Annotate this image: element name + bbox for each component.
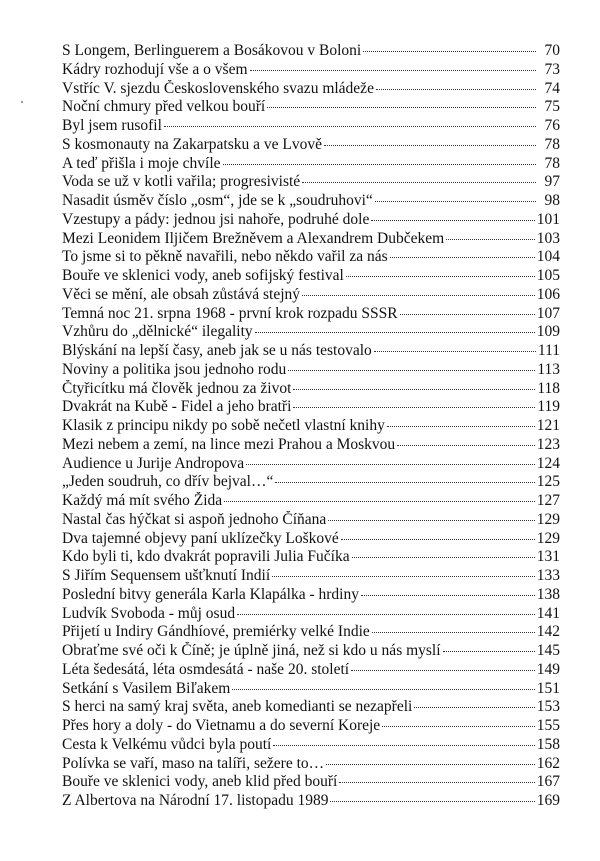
toc-entry-page: 109 [536, 323, 560, 341]
toc-entry-title: S Jiřím Sequensem ušťknutí Indií [62, 567, 271, 584]
dot-leader [293, 389, 535, 390]
toc-entry-title: Noviny a politika jsou jednoho rodu [62, 360, 287, 378]
toc-entry [62, 380, 560, 399]
dot-leader [293, 407, 535, 408]
dot-leader [400, 314, 535, 315]
toc-entry [62, 286, 560, 305]
toc-entry [62, 792, 560, 811]
toc-entry [62, 230, 560, 249]
toc-entry-title: Věci se mění, ale obsah zůstává stejný [62, 285, 301, 303]
dot-leader [361, 595, 535, 596]
toc-entry [62, 698, 560, 717]
dot-leader [326, 764, 535, 765]
dot-leader [288, 370, 535, 371]
toc-entry [62, 661, 560, 680]
toc-entry-page: 97 [544, 173, 560, 191]
toc-entry-title: Kdo byli ti, kdo dvakrát popravili Julia Fučíka [62, 548, 350, 566]
toc-entry-title: A teď přišla i moje chvíle [62, 154, 221, 172]
toc-entry [62, 323, 560, 342]
dot-leader [375, 201, 536, 202]
toc-entry [62, 605, 560, 624]
toc-entry-page: 127 [536, 492, 560, 509]
dot-leader [387, 426, 535, 427]
toc-entry [62, 511, 560, 530]
toc-entry-title: Klasik z principu nikdy po sobě nečetl vlastní knihy [62, 417, 385, 434]
toc-entry-page: 101 [536, 210, 560, 228]
dot-leader [223, 164, 536, 165]
toc-entry-title: Mezi nebem a zemí, na lince mezi Prahou a Moskvou [62, 435, 396, 453]
toc-entry-page: 131 [536, 548, 560, 566]
toc-entry-page: 155 [536, 717, 560, 734]
dot-leader [414, 707, 534, 708]
toc-entry-title: S kosmonauty na Zakarpatsku a ve Lvově [62, 135, 322, 153]
toc-entry-title: Dvakrát na Kubě - Fidel a jeho bratři [62, 398, 292, 416]
toc-entry-title: Ludvík Svoboda - můj osud [62, 604, 236, 622]
dot-leader [374, 351, 536, 352]
toc-entry [62, 473, 560, 492]
toc-entry-page: 142 [536, 623, 560, 641]
toc-entry-page: 111 [537, 342, 560, 359]
toc-entry-page: 124 [536, 454, 560, 472]
toc-entry-title: Dva tajemné objevy paní uklízečky Loškové [62, 529, 339, 547]
toc-entry [62, 680, 560, 699]
toc-entry-title: Temná noc 21. srpna 1968 - první krok rozpadu SSSR [62, 304, 398, 322]
toc-entry [62, 530, 560, 549]
toc-entry [62, 755, 560, 774]
toc-entry-page: 125 [536, 473, 560, 491]
toc-entry-title: Noční chmury před velkou bouří [62, 98, 266, 116]
toc-entry-page: 119 [537, 398, 560, 416]
toc-entry [62, 248, 560, 267]
toc-entry [62, 155, 560, 174]
toc-entry-title: Blýskání na lepší časy, aneb jak se u nás testovalo [62, 342, 372, 359]
toc-entry-title: Byl jsem rusofil [62, 117, 162, 134]
toc-entry-page: 153 [536, 698, 560, 716]
toc-entry-title: Bouře ve sklenici vody, aneb klid před bouří [62, 773, 338, 791]
dot-leader [371, 220, 534, 221]
dot-leader [275, 482, 534, 483]
dot-leader [341, 539, 535, 540]
toc-entry-title: Léta šedesátá, léta osmdesátá - naše 20. století [62, 660, 350, 678]
toc-entry-page: 129 [536, 529, 560, 547]
toc-entry-page: 104 [536, 248, 560, 266]
scan-speck [21, 101, 23, 103]
toc-entry [62, 192, 560, 211]
toc-entry [62, 436, 560, 455]
toc-entry-page: 78 [544, 135, 560, 153]
toc-entry [62, 136, 560, 155]
toc-entry [62, 80, 560, 99]
toc-entry-title: Nasadit úsměv číslo „osm“, jde se k „soudruhovi“ [62, 192, 373, 209]
toc-entry [62, 98, 560, 117]
toc-entry-title: Nastal čas hýčkat si aspoň jednoho Číňana [62, 510, 327, 528]
dot-leader [330, 801, 534, 802]
toc-entry [62, 642, 560, 661]
toc-entry-title: S Longem, Berlinguerem a Bosákovou v Boloni [62, 42, 362, 59]
dot-leader [302, 295, 535, 296]
toc-entry-page: 73 [544, 60, 560, 78]
toc-entry-title: To jsme si to pěkně navařili, nebo někdo vařil za nás [62, 248, 388, 266]
toc-entry-title: Kádry rozhodují vše a o všem [62, 60, 248, 78]
toc-entry-page: 105 [536, 267, 560, 284]
toc-entry-page: 107 [536, 304, 560, 322]
dot-leader [232, 689, 534, 690]
dot-leader [382, 726, 535, 727]
toc-entry [62, 267, 560, 286]
toc-entry-page: 106 [536, 285, 560, 303]
toc-entry-title: S herci na samý kraj světa, aneb komedianti se nezapřeli [62, 698, 413, 716]
toc-entry-title: Bouře ve sklenici vody, aneb sofijský festival [62, 267, 344, 284]
dot-leader [339, 782, 534, 783]
toc-entry-page: 169 [536, 792, 560, 809]
dot-leader [237, 614, 535, 615]
toc-entry-page: 158 [536, 735, 560, 753]
dot-leader [376, 89, 536, 90]
toc-entry [62, 305, 560, 324]
toc-entry [62, 211, 560, 230]
toc-entry-title: Vzestupy a pády: jednou jsi nahoře, podruhé dole [62, 210, 370, 228]
toc-entry [62, 398, 560, 417]
toc-entry [62, 342, 560, 361]
toc-entry-page: 151 [536, 679, 560, 697]
toc-entry-page: 145 [536, 642, 560, 659]
toc-entry-title: Obraťme své oči k Číně; je úplně jiná, než si kdo u nás myslí [62, 642, 441, 659]
toc-entry-page: 141 [536, 604, 560, 622]
toc-entry-page: 129 [536, 510, 560, 528]
dot-leader [446, 239, 535, 240]
toc-entry [62, 117, 560, 136]
dot-leader [390, 257, 535, 258]
dot-leader [443, 651, 535, 652]
dot-leader [351, 670, 535, 671]
dot-leader [272, 576, 535, 577]
dot-leader [328, 520, 534, 521]
toc-entry-page: 74 [544, 79, 560, 97]
toc-entry [62, 586, 560, 605]
toc-entry-title: Přijetí u Indiry Gándhíové, premiérky velké Indie [62, 623, 370, 641]
toc-entry-page: 98 [544, 192, 560, 209]
toc-entry-title: Čtyřicítku má člověk jednou za život [62, 379, 292, 397]
toc-entry [62, 567, 560, 586]
dot-leader [246, 464, 535, 465]
toc-entry-title: Setkání s Vasilem Biľakem [62, 679, 231, 697]
toc-entry-page: 123 [536, 435, 560, 453]
dot-leader [255, 332, 535, 333]
toc-entry-page: 75 [544, 98, 560, 116]
dot-leader [267, 107, 536, 108]
table-of-contents [62, 42, 560, 811]
toc-entry-page: 149 [536, 660, 560, 678]
toc-entry-title: Poslední bitvy generála Karla Klapálka - hrdiny [62, 585, 359, 603]
dot-leader [273, 745, 534, 746]
dot-leader [397, 445, 535, 446]
toc-entry-title: Cesta k Velkému vůdci byla poutí [62, 735, 272, 753]
toc-entry [62, 455, 560, 474]
toc-entry [62, 736, 560, 755]
toc-entry-page: 70 [544, 42, 560, 59]
toc-entry-page: 121 [536, 417, 560, 434]
dot-leader [363, 51, 536, 52]
dot-leader [346, 276, 535, 277]
dot-leader [324, 145, 536, 146]
dot-leader [164, 126, 536, 127]
toc-entry-title: Vzhůru do „dělnické“ ilegality [62, 323, 253, 341]
dot-leader [372, 632, 535, 633]
toc-entry-page: 167 [536, 773, 560, 791]
toc-entry-title: Z Albertova na Národní 17. listopadu 1989 [62, 792, 329, 809]
toc-entry [62, 417, 560, 436]
toc-entry [62, 173, 560, 192]
toc-entry-page: 138 [536, 585, 560, 603]
toc-entry [62, 61, 560, 80]
toc-entry [62, 492, 560, 511]
toc-entry [62, 717, 560, 736]
toc-entry [62, 42, 560, 61]
dot-leader [224, 501, 535, 502]
toc-entry-title: Vstříc V. sjezdu Československého svazu mládeže [62, 79, 374, 97]
dot-leader [302, 182, 536, 183]
dot-leader [250, 70, 536, 71]
toc-entry-title: Voda se už v kotli vařila; progresivisté [62, 173, 301, 191]
toc-entry-title: Přes hory a doly - do Vietnamu a do severní Koreje [62, 717, 381, 734]
dot-leader [352, 557, 535, 558]
toc-entry [62, 623, 560, 642]
toc-entry-title: Mezi Leonidem Iljičem Brežněvem a Alexandrem Dubčekem [62, 229, 445, 247]
toc-entry-page: 103 [536, 229, 560, 247]
toc-entry-page: 162 [536, 754, 560, 772]
toc-entry [62, 773, 560, 792]
toc-entry-page: 78 [544, 154, 560, 172]
toc-entry-title: Každý má mít svého Žida [62, 492, 223, 509]
toc-entry [62, 361, 560, 380]
toc-entry-page: 113 [537, 360, 560, 378]
toc-entry-page: 118 [537, 379, 560, 397]
toc-entry-page: 133 [536, 567, 560, 584]
toc-entry-title: Polívka se vaří, maso na talíři, sežere to… [62, 754, 325, 772]
toc-entry-page: 76 [544, 117, 560, 134]
toc-entry [62, 548, 560, 567]
toc-entry-title: Audience u Jurije Andropova [62, 454, 245, 472]
toc-entry-title: „Jeden soudruh, co dřív bejval…“ [62, 473, 274, 491]
